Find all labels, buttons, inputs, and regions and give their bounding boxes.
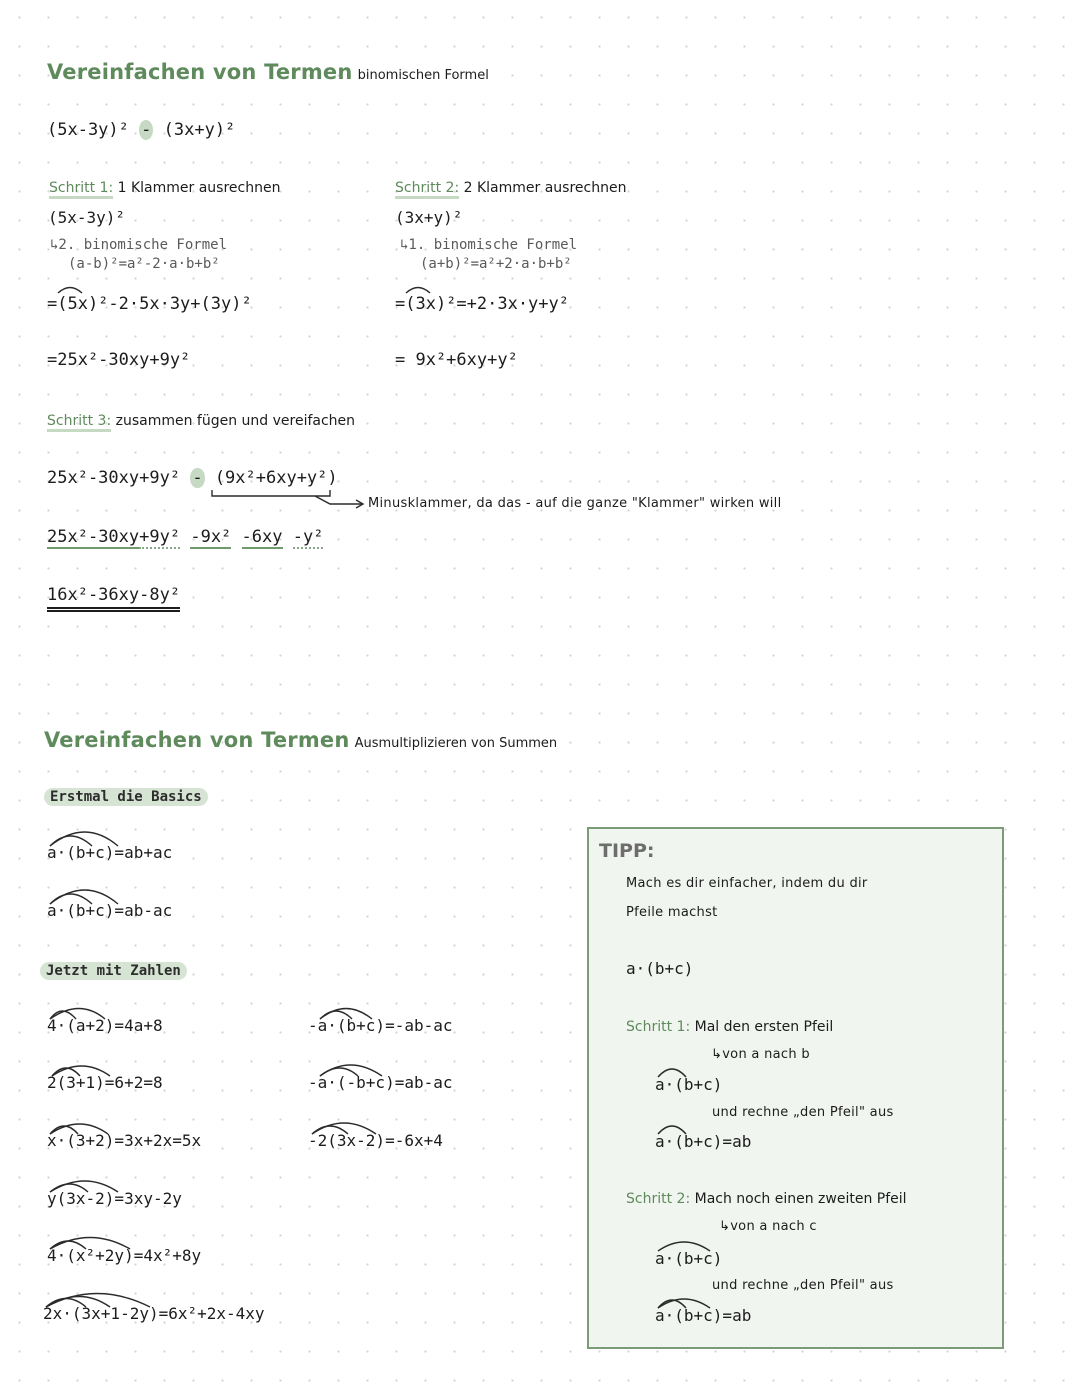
step3-line1-right: (9x²+6xy+y²) [214, 468, 338, 488]
tip-step1-heading [626, 1019, 833, 1035]
step1-label: Schritt 1: [49, 180, 113, 199]
step2-expr: (3x+y)² [395, 208, 463, 227]
step1-line2: =25x²-30xy+9y² [47, 350, 191, 370]
left-example: 4·(x²+2y)=4x²+8y [47, 1246, 202, 1265]
step2-line1: =(3x)²=+2·3x·y+y² [395, 294, 569, 314]
step1-line1: =(5x)²-2·5x·3y+(3y)² [47, 294, 252, 314]
step2-formula: (a+b)²=a²+2·a·b+b² [420, 256, 572, 272]
tip-step1-expr: a·(b+c) [655, 1075, 723, 1094]
expr-op: - [141, 120, 152, 140]
left-example: y(3x-2)=3xy-2y [47, 1189, 182, 1208]
term-30xy: -30xy [87, 527, 140, 547]
minusklammer-note [368, 496, 782, 511]
tip-step2-label: Schritt 2: [626, 1191, 691, 1207]
tip-step2-note: ↳von a nach c [719, 1219, 817, 1234]
step3-text: zusammen fügen und vereifachen [115, 413, 356, 429]
step3-line1-left: 25x²-30xy+9y² [47, 468, 181, 488]
arrowhead-icon [356, 500, 363, 508]
minusklammer-note-text: Minusklammer, da das - auf die ganze "Klammer" wirken will [368, 496, 782, 511]
left-example: x·(3+2)=3x+2x=5x [47, 1131, 202, 1150]
section1-title: Vereinfachen von Termen [47, 60, 353, 84]
section2-title: Vereinfachen von Termen [44, 728, 350, 752]
tip-step2-calc: und rechne „den Pfeil" aus [712, 1278, 894, 1293]
tip-step2-result: a·(b+c)=ab [655, 1306, 752, 1325]
step3-result [47, 585, 180, 605]
step2-text: 2 Klammer ausrechnen [463, 180, 627, 196]
step1-text: 1 Klammer ausrechnen [117, 180, 281, 196]
tip-step2-heading [626, 1191, 907, 1207]
tip-step2-expr: a·(b+c) [655, 1249, 723, 1268]
right-example: -a·(-b+c)=ab-ac [308, 1073, 453, 1092]
tip-expr: a·(b+c) [626, 959, 694, 978]
main-expression [47, 120, 235, 140]
right-example: -a·(b+c)=-ab-ac [308, 1016, 453, 1035]
tip-title: TIPP: [599, 840, 655, 862]
arc-icon [58, 288, 82, 294]
expr-right: (3x+y)² [163, 120, 236, 140]
step3-label: Schritt 3: [47, 413, 111, 432]
step1-heading [49, 180, 280, 196]
step2-label: Schritt 2: [395, 180, 459, 199]
basics-example: a·(b+c)=ab-ac [47, 901, 173, 920]
term-6xy: -6xy [241, 527, 283, 547]
bracket-icon [212, 490, 330, 496]
term-y2: -y² [292, 527, 324, 547]
tip-step1-label: Schritt 1: [626, 1019, 691, 1035]
step3-line2 [47, 527, 323, 547]
tip-step1-text: Mal den ersten Pfeil [694, 1019, 834, 1035]
step1-arrow-note: ↳2. binomische Formel [50, 237, 228, 253]
tip-step1-calc: und rechne „den Pfeil" aus [712, 1105, 894, 1120]
tip-step2-text: Mach noch einen zweiten Pfeil [694, 1191, 907, 1207]
tip-box [587, 827, 1004, 1349]
step2-line2: = 9x²+6xy+y² [395, 350, 518, 370]
basics-example: a·(b+c)=ab+ac [47, 843, 173, 862]
section1-subtitle: binomischen Formel [357, 68, 489, 83]
section2-subtitle: Ausmultiplizieren von Summen [354, 736, 558, 751]
step2-heading [395, 180, 626, 196]
step3-heading [47, 413, 355, 429]
numbers-pill: Jetzt mit Zahlen [40, 962, 187, 980]
tip-line2: Pfeile machst [626, 905, 718, 920]
left-example: 4·(a+2)=4a+8 [47, 1016, 163, 1035]
term-9x2: -9x² [190, 527, 232, 547]
right-example: -2(3x-2)=-6x+4 [308, 1131, 443, 1150]
section2-heading [44, 728, 557, 752]
step1-formula: (a-b)²=a²-2·a·b+b² [68, 256, 220, 272]
section1-heading [47, 60, 489, 84]
term-9y2: +9y² [139, 527, 181, 547]
result-value: 16x²-36xy-8y² [47, 585, 180, 612]
arc-icon [406, 288, 430, 294]
step3-line1-op: - [192, 468, 203, 488]
tip-step1-note: ↳von a nach b [711, 1047, 810, 1062]
tip-line1: Mach es dir einfacher, indem du dir [626, 876, 868, 891]
basics-label [44, 786, 208, 805]
basics-pill: Erstmal die Basics [44, 788, 208, 806]
step1-expr: (5x-3y)² [48, 208, 126, 227]
left-example: 2x·(3x+1-2y)=6x²+2x-4xy [43, 1304, 265, 1323]
numbers-label [40, 960, 187, 979]
step2-arrow-note: ↳1. binomische Formel [400, 237, 578, 253]
arrow-line-icon [315, 496, 362, 504]
tip-step1-result: a·(b+c)=ab [655, 1132, 752, 1151]
left-example: 2(3+1)=6+2=8 [47, 1073, 163, 1092]
term-25x2: 25x² [47, 527, 88, 547]
expr-left: (5x-3y)² [47, 120, 129, 140]
step3-line1 [47, 468, 338, 488]
